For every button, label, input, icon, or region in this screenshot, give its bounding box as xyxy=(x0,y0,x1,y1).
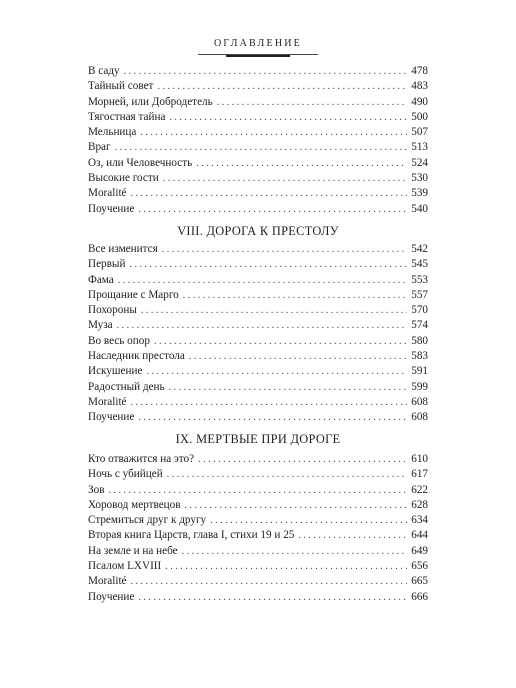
toc-entry xyxy=(88,349,428,364)
toc-entry-title: Радостный день xyxy=(88,380,165,393)
section-title-viii: VIII. ДОРОГА К ПРЕСТОЛУ xyxy=(177,224,339,238)
toc-entry xyxy=(88,334,428,349)
dot-leader xyxy=(118,273,407,288)
toc-entry-page: 644 xyxy=(411,529,428,542)
toc-entry-title: Первый xyxy=(88,258,126,271)
dot-leader xyxy=(198,452,407,467)
toc-entry-title: Высокие гости xyxy=(88,172,159,185)
header-rule xyxy=(198,54,318,55)
toc-entry xyxy=(88,574,428,589)
dot-leader xyxy=(108,483,407,498)
toc-entry-page: 580 xyxy=(411,334,428,347)
dot-leader xyxy=(298,528,407,543)
dot-leader xyxy=(140,125,407,140)
toc-entry-page: 610 xyxy=(411,453,428,465)
dot-leader xyxy=(146,364,407,379)
toc-entry-page: 591 xyxy=(411,365,428,378)
toc-entry xyxy=(88,202,428,217)
toc-entry xyxy=(88,257,428,272)
toc-entry xyxy=(88,559,428,574)
toc-entry xyxy=(88,171,428,186)
toc-entry-page: 542 xyxy=(411,243,428,255)
toc-entry xyxy=(88,95,428,110)
toc-entry-page: 507 xyxy=(411,126,428,139)
toc-entry-page: 574 xyxy=(411,319,428,332)
toc-entry-title: Враг xyxy=(88,141,111,154)
dot-leader xyxy=(185,498,408,513)
toc-entry xyxy=(88,318,428,333)
toc-entry-page: 622 xyxy=(411,483,428,496)
toc-entry-title: Прощание с Марго xyxy=(88,288,179,301)
toc-entry xyxy=(88,125,428,140)
toc-entry-title: Тягостная тайна xyxy=(88,110,166,123)
toc-entry-title: Фама xyxy=(88,273,114,286)
toc-entry xyxy=(88,186,428,201)
toc-entry xyxy=(88,528,428,543)
toc-entry-title: Оз, или Человечность xyxy=(88,156,193,169)
toc-entry-page: 617 xyxy=(411,468,428,481)
dot-leader xyxy=(183,288,407,303)
toc-entry-page: 608 xyxy=(411,411,428,424)
toc-entry-title: Ночь с убийцей xyxy=(88,468,163,481)
toc-entry-page: 666 xyxy=(411,590,428,603)
toc-entry xyxy=(88,273,428,288)
dot-leader xyxy=(169,110,407,125)
toc-entry-page: 608 xyxy=(411,395,428,408)
toc-entry xyxy=(88,242,428,257)
dot-leader xyxy=(138,410,407,425)
dot-leader xyxy=(157,79,407,94)
dot-leader xyxy=(131,186,408,201)
toc-entry-title: Во весь опор xyxy=(88,334,150,347)
toc-entry-title: Зов xyxy=(88,483,105,496)
toc-entry xyxy=(88,64,428,79)
toc-entry-page: 483 xyxy=(411,80,428,93)
toc-entry xyxy=(88,395,428,410)
toc-entry-page: 570 xyxy=(411,304,428,317)
toc-list-section-ix xyxy=(88,452,428,605)
toc-entry-title: Муза xyxy=(88,319,113,332)
toc-entry xyxy=(88,483,428,498)
toc-entry xyxy=(88,156,428,171)
toc-entry-title: Вторая книга Царств, глава I, стихи 19 и 25 xyxy=(88,529,295,542)
dot-leader xyxy=(117,318,408,333)
toc-list-continued xyxy=(88,64,428,217)
toc-entry-title: Moralité xyxy=(88,575,127,588)
dot-leader xyxy=(165,559,407,574)
toc-entry-page: 539 xyxy=(411,187,428,200)
dot-leader xyxy=(129,257,407,272)
toc-entry-title: Кто отважится на это? xyxy=(88,453,195,465)
toc-entry-title: Поучение xyxy=(88,590,135,603)
toc-entry xyxy=(88,79,428,94)
toc-entry-title: Наследник престола xyxy=(88,350,185,363)
toc-entry xyxy=(88,364,428,379)
toc-entry-page: 530 xyxy=(411,172,428,185)
toc-entry-title: На земле и на небе xyxy=(88,544,178,557)
toc-entry-page: 656 xyxy=(411,560,428,573)
toc-entry-title: Искушение xyxy=(88,365,143,378)
dot-leader xyxy=(124,64,408,79)
page-header-title: ОГЛАВЛЕНИЕ xyxy=(214,38,302,49)
toc-entry xyxy=(88,288,428,303)
toc-entry-page: 665 xyxy=(411,575,428,588)
toc-entry-page: 545 xyxy=(411,258,428,271)
dot-leader xyxy=(217,95,407,110)
dot-leader xyxy=(154,334,407,349)
dot-leader xyxy=(141,303,407,318)
dot-leader xyxy=(210,513,407,528)
toc-entry-title: В саду xyxy=(88,65,120,77)
toc-entry-title: Хоровод мертвецов xyxy=(88,498,181,511)
toc-entry xyxy=(88,544,428,559)
toc-entry-page: 628 xyxy=(411,498,428,511)
toc-entry-page: 513 xyxy=(411,141,428,154)
dot-leader xyxy=(163,171,407,186)
toc-entry-title: Стремиться друг к другу xyxy=(88,514,207,527)
dot-leader xyxy=(138,590,407,605)
section-title-ix: IX. МЕРТВЫЕ ПРИ ДОРОГЕ xyxy=(175,432,341,446)
toc-entry-page: 634 xyxy=(411,514,428,527)
toc-entry-title: Мельница xyxy=(88,126,137,139)
toc-entry xyxy=(88,452,428,467)
toc-entry-title: Похороны xyxy=(88,304,137,317)
toc-entry xyxy=(88,467,428,482)
toc-entry-title: Поучение xyxy=(88,202,135,215)
toc-entry-page: 490 xyxy=(411,95,428,108)
dot-leader xyxy=(182,544,408,559)
toc-entry-page: 553 xyxy=(411,273,428,286)
toc-entry-title: Тайный совет xyxy=(88,80,154,93)
toc-entry-page: 557 xyxy=(411,288,428,301)
toc-entry-title: Moralité xyxy=(88,187,127,200)
toc-entry-page: 524 xyxy=(411,156,428,169)
toc-entry-title: Moralité xyxy=(88,395,127,408)
toc-entry xyxy=(88,303,428,318)
toc-entry xyxy=(88,380,428,395)
toc-entry xyxy=(88,110,428,125)
toc-entry-page: 540 xyxy=(411,202,428,215)
dot-leader xyxy=(167,467,407,482)
toc-entry-page: 599 xyxy=(411,380,428,393)
toc-entry xyxy=(88,498,428,513)
toc-list-section-viii xyxy=(88,242,428,426)
toc-entry-page: 649 xyxy=(411,544,428,557)
dot-leader xyxy=(189,349,407,364)
toc-entry xyxy=(88,513,428,528)
toc-entry-page: 478 xyxy=(411,65,428,77)
dot-leader xyxy=(131,395,408,410)
dot-leader xyxy=(162,242,407,257)
toc-entry xyxy=(88,590,428,605)
dot-leader xyxy=(169,380,408,395)
toc-entry-title: Поучение xyxy=(88,411,135,424)
toc-entry-title: Псалом LXVIII xyxy=(88,560,162,573)
toc-entry-page: 583 xyxy=(411,350,428,363)
toc-entry-title: Морней, или Добродетель xyxy=(88,95,213,108)
toc-entry xyxy=(88,410,428,425)
toc-entry xyxy=(88,140,428,155)
toc-entry-title: Все изменится xyxy=(88,243,158,255)
toc-entry-page: 500 xyxy=(411,110,428,123)
dot-leader xyxy=(131,574,408,589)
dot-leader xyxy=(138,202,407,217)
dot-leader xyxy=(115,140,408,155)
dot-leader xyxy=(196,156,407,171)
